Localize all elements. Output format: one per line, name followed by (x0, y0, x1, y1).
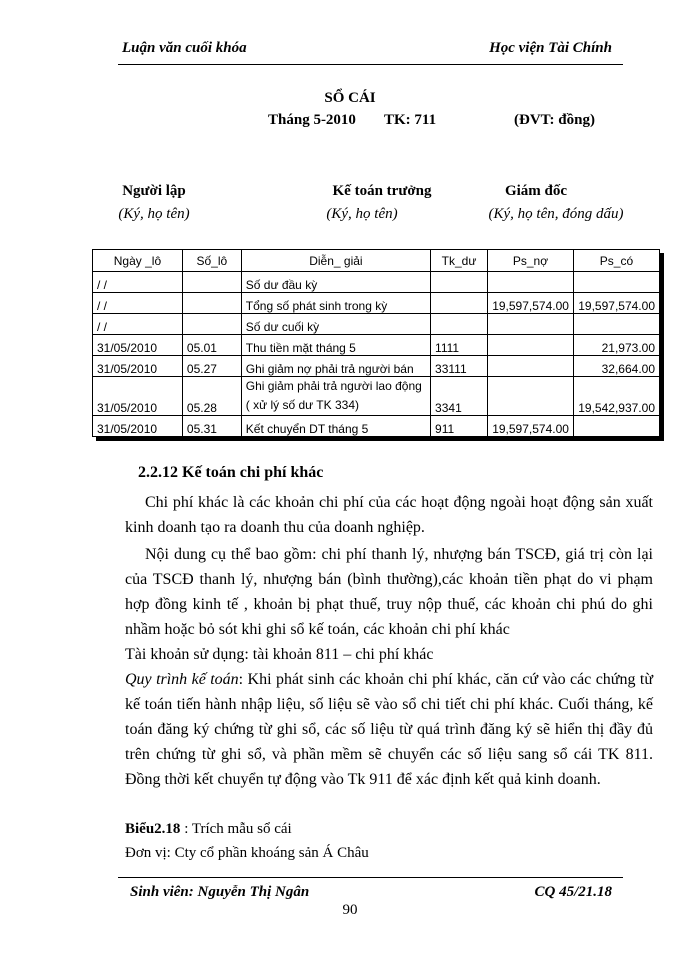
col-account: Tk_dư (431, 250, 488, 272)
cell-batch: 05.28 (182, 377, 241, 416)
table-row (93, 416, 660, 437)
footer-student: Sinh viên: Nguyễn Thị Ngân (130, 884, 310, 900)
signature-chief-accountant-note: (Ký, họ tên) (326, 206, 398, 222)
paragraph-procedure: Quy trình kế toán: Khi phát sinh các khoản chi phí khác, căn cứ vào các chứng từ kế toán tiến hành nhập liệu, số liệu sẽ vào sổ chi tiết chi phí khác. Cuối tháng, kế toán đăng ký chứng từ ghi sổ, các số liệu từ quá trình đăng ký sẽ hiển thị đầy đủ trên chứng từ ghi sổ, và phần mềm sẽ chuyển các số liệu sang sổ cái TK 811. Đồng thời kết chuyển tự động vào Tk 911 để xác định kết quả kinh doanh. (125, 671, 654, 788)
cell-date: 31/05/2010 (93, 356, 183, 377)
cell-date: 31/05/2010 (93, 416, 183, 437)
cell-account: 1111 (431, 335, 488, 356)
cell-debit: 19,597,574.00 (487, 293, 573, 314)
table-row (93, 272, 660, 293)
header-left: Luận văn cuối khóa (122, 40, 247, 56)
signature-preparer: Người lập (122, 183, 186, 199)
page-number: 90 (342, 902, 358, 918)
cell-date: / / (93, 272, 183, 293)
ledger-title: SỔ CÁI (324, 90, 376, 106)
company-unit: Đơn vị: Cty cổ phần khoáng sản Á Châu (125, 845, 369, 861)
paragraph-account: Tài khoản sử dụng: tài khoản 811 – chi phí khác (125, 646, 434, 663)
col-date: Ngày _lô (93, 250, 183, 272)
signature-preparer-note: (Ký, họ tên) (118, 206, 190, 222)
cell-debit: 19,597,574.00 (487, 416, 573, 437)
figure-caption: Biểu2.18 : Trích mẫu sổ cái (125, 821, 292, 837)
col-batch: Số_lô (182, 250, 241, 272)
cell-debit (487, 272, 573, 293)
paragraph-content: Nội dung cụ thể bao gồm: chi phí thanh lý, nhượng bán TSCĐ, giá trị còn lại của TSCĐ thanh lý, nhượng bán (bình thường),các khoản tiền phạt do vi phạm hợp đồng kinh tế , khoản bị phạt thuế, truy nộp thuế, các khoản chi phú do ghi nhầm hoặc bỏ sót khi ghi sổ kế toán, các khoản chi phí khác (125, 546, 653, 638)
footer-rule (118, 877, 623, 878)
cell-batch (182, 314, 241, 335)
cell-description: Kết chuyển DT tháng 5 (241, 416, 430, 437)
ledger-month: Tháng 5-2010 (268, 112, 356, 128)
signature-director: Giám đốc (504, 183, 568, 199)
cell-credit (573, 416, 659, 437)
cell-debit (487, 356, 573, 377)
col-description: Diễn_ giải (241, 250, 430, 272)
cell-description: Thu tiền mặt tháng 5 (241, 335, 430, 356)
signature-director-note: (Ký, họ tên, đóng dấu) (488, 206, 624, 222)
cell-batch: 05.01 (182, 335, 241, 356)
ledger-table (92, 249, 660, 437)
header-right: Học viện Tài Chính (489, 40, 612, 56)
cell-date: / / (93, 314, 183, 335)
table-row (93, 293, 660, 314)
cell-debit (487, 335, 573, 356)
cell-batch: 05.27 (182, 356, 241, 377)
cell-date: 31/05/2010 (93, 335, 183, 356)
cell-account (431, 314, 488, 335)
cell-account: 911 (431, 416, 488, 437)
col-credit: Ps_có (573, 250, 659, 272)
table-row (93, 356, 660, 377)
cell-debit (487, 314, 573, 335)
cell-description: Tổng số phát sinh trong kỳ (241, 293, 430, 314)
cell-description: Ghi giảm nợ phải trả người bán (241, 356, 430, 377)
table-row (93, 314, 660, 335)
procedure-label: Quy trình kế toán (125, 671, 239, 688)
cell-credit (573, 314, 659, 335)
footer-class: CQ 45/21.18 (534, 884, 612, 900)
signature-chief-accountant: Kế toán trưởng (332, 183, 432, 199)
cell-credit: 32,664.00 (573, 356, 659, 377)
cell-date: / / (93, 293, 183, 314)
cell-account (431, 272, 488, 293)
header-rule (118, 64, 623, 65)
cell-batch (182, 272, 241, 293)
cell-batch (182, 293, 241, 314)
cell-debit (487, 377, 573, 416)
section-heading: 2.2.12 Kế toán chi phí khác (138, 464, 324, 481)
cell-description: Ghi giảm phải trả người lao động ( xử lý số dư TK 334) (241, 377, 430, 416)
cell-description: Số dư cuối kỳ (241, 314, 430, 335)
ledger-unit: (ĐVT: đồng) (514, 112, 595, 128)
col-debit: Ps_nợ (487, 250, 573, 272)
cell-date: 31/05/2010 (93, 377, 183, 416)
cell-account (431, 293, 488, 314)
ledger-account: TK: 711 (384, 112, 437, 128)
table-row (93, 335, 660, 356)
cell-batch: 05.31 (182, 416, 241, 437)
cell-account: 33111 (431, 356, 488, 377)
paragraph-definition: Chi phí khác là các khoản chi phí của các hoạt động ngoài hoạt động sản xuất kinh doanh tạo ra doanh thu của doanh nghiệp. (125, 494, 653, 536)
cell-credit: 19,542,937.00 (573, 377, 659, 416)
table-row (93, 377, 660, 416)
cell-account: 3341 (431, 377, 488, 416)
cell-credit (573, 272, 659, 293)
cell-credit: 21,973.00 (573, 335, 659, 356)
cell-credit: 19,597,574.00 (573, 293, 659, 314)
cell-description: Số dư đầu kỳ (241, 272, 430, 293)
